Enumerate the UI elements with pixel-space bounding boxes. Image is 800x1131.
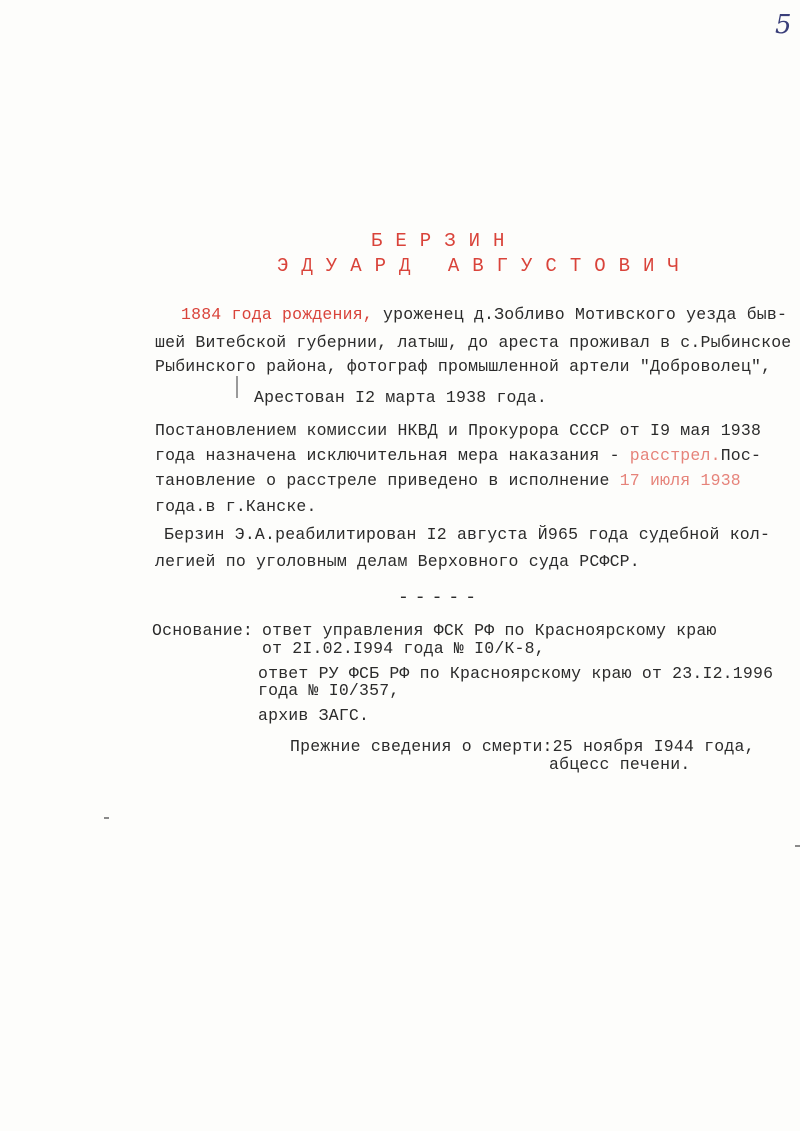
prior-death-line-2: абцесс печени. (549, 755, 691, 774)
prior-death-line-1: Прежние сведения о смерти:25 ноября I944 года, (290, 737, 755, 756)
basis-label: Основание: (152, 621, 254, 640)
birth-year: 1884 года рождения, (181, 305, 373, 324)
basis-source-1-line-2: от 2I.02.I994 года № I0/К-8, (262, 639, 545, 658)
person-surname: БЕРЗИН (371, 230, 518, 252)
execution-word: расстрел. (629, 446, 721, 465)
sentence-line-4: года.в г.Канске. (155, 497, 317, 516)
edge-mark (795, 845, 800, 847)
sentence-line-3-text: тановление о расстреле приведено в исполнение (155, 471, 620, 490)
bio-line-1 (181, 305, 787, 324)
margin-mark (236, 376, 238, 398)
page-number: 5 (775, 10, 792, 40)
sentence-line-2-end: Пос- (720, 446, 762, 465)
basis-source-3: архив ЗАГС. (258, 706, 370, 725)
rehab-line-2: легией по уголовным делам Верховного суда РСФСР. (155, 552, 640, 571)
execution-date: 17 июля 1938 (619, 471, 741, 490)
bio-line-3: Рыбинского района, фотограф промышленной артели "Доброволец", (155, 357, 772, 376)
separator-dashes: ----- (398, 588, 483, 608)
edge-mark (104, 817, 109, 819)
basis-source-2-line-2: года № I0/357, (258, 681, 400, 700)
person-given-names: ЭДУАРД АВГУСТОВИЧ (277, 255, 692, 277)
basis-source-1-line-1: ответ управления ФСК РФ по Красноярскому краю (262, 621, 717, 640)
bio-line-1-text: уроженец д.Зобливо Мотивского уезда быв- (372, 305, 788, 324)
basis-source-2-line-1: ответ РУ ФСБ РФ по Красноярскому краю от 23.I2.1996 (258, 664, 774, 683)
rehab-line-1: Берзин Э.А.реабилитирован I2 августа Й965 года судебной кол- (164, 525, 771, 544)
sentence-line-3 (155, 471, 741, 490)
sentence-line-1: Постановлением комиссии НКВД и Прокурора СССР от I9 мая 1938 (155, 421, 762, 440)
bio-line-2: шей Витебской губернии, латыш, до ареста проживал в с.Рыбинское (155, 333, 792, 352)
arrest-line: Арестован I2 марта 1938 года. (254, 388, 547, 407)
sentence-line-2 (155, 446, 761, 465)
sentence-line-2-text: года назначена исключительная мера наказания - (155, 446, 630, 465)
